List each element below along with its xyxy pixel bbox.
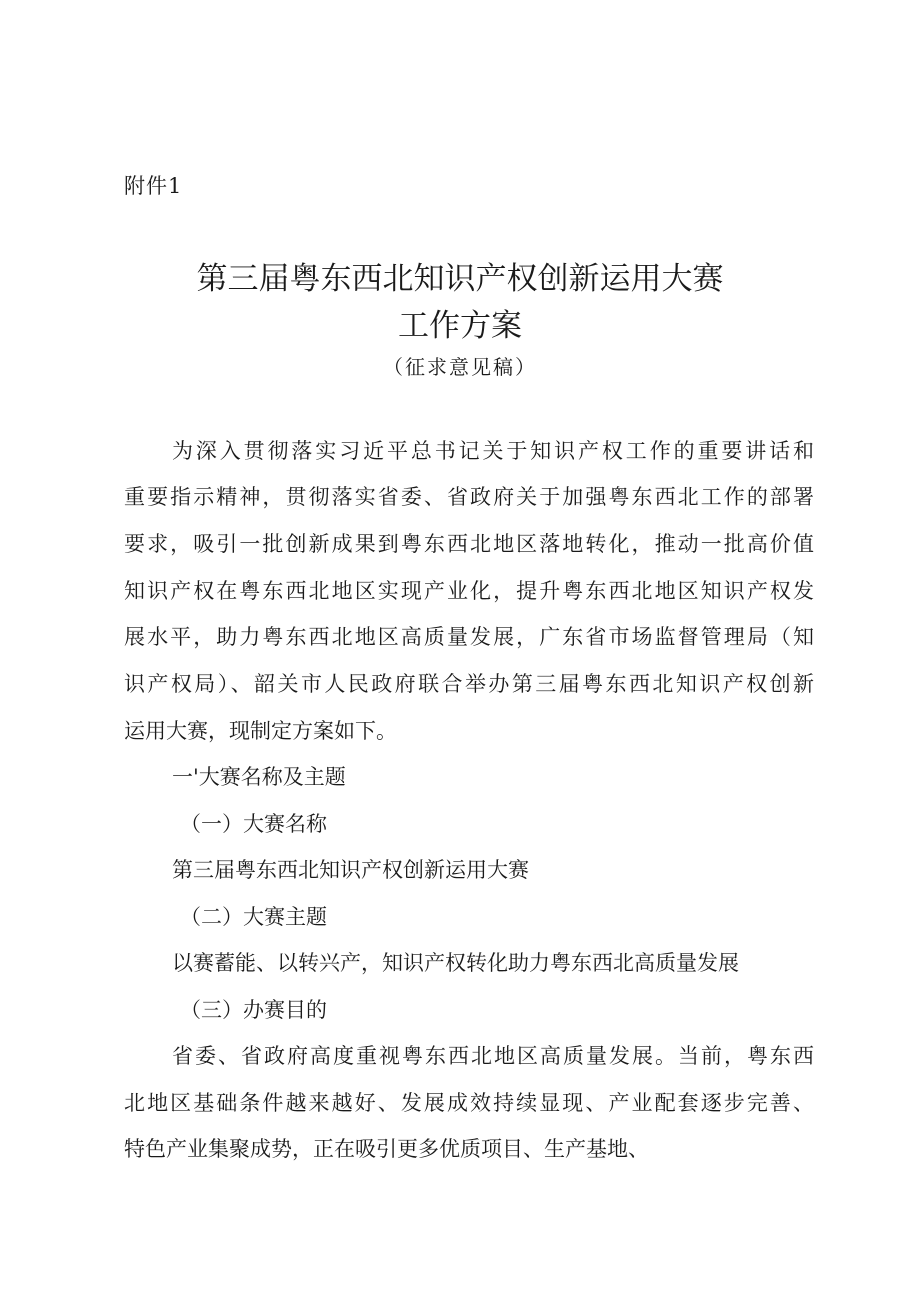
intro-line: 知识产权在粤东西北地区实现产业化，提升粤东西北地区知识产权发 — [124, 579, 814, 603]
document-subtitle: （征求意见稿） — [383, 355, 537, 379]
intro-line: 为深入贯彻落实习近平总书记关于知识产权工作的重要讲话和 — [172, 439, 814, 463]
subsection-text: 省委、省政府高度重视粤东西北地区高质量发展。当前，粤东西 — [172, 1044, 814, 1068]
intro-line: 重要指示精神，贯彻落实省委、省政府关于加强粤东西北工作的部署 — [124, 485, 814, 509]
document-title-line-2: 工作方案 — [398, 308, 522, 344]
attachment-label: 附件1 — [124, 174, 183, 198]
subsection-heading: （一）大赛名称 — [180, 812, 327, 836]
subsection-heading: （二）大赛主题 — [180, 905, 327, 929]
intro-line: 运用大赛，现制定方案如下。 — [124, 719, 397, 743]
intro-line: 要求，吸引一批创新成果到粤东西北地区落地转化，推动一批高价值 — [124, 532, 814, 556]
document-title-line-1: 第三届粤东西北知识产权创新运用大赛 — [196, 261, 724, 297]
subsection-heading: （三）办赛目的 — [180, 998, 327, 1022]
subsection-text: 以赛蓄能、以转兴产，知识产权转化助力粤东西北高质量发展 — [172, 951, 739, 975]
subsection-text: 北地区基础条件越来越好、发展成效持续显现、产业配套逐步完善、 — [124, 1091, 814, 1115]
subsection-text: 特色产业集聚成势，正在吸引更多优质项目、生产基地、 — [124, 1137, 649, 1161]
intro-line: 识产权局）、韶关市人民政府联合举办第三届粤东西北知识产权创新 — [124, 672, 814, 696]
section-heading: 一'大赛名称及主题 — [172, 765, 346, 789]
intro-line: 展水平，助力粤东西北地区高质量发展，广东省市场监督管理局（知 — [124, 625, 814, 649]
subsection-text: 第三届粤东西北知识产权创新运用大赛 — [172, 858, 529, 882]
